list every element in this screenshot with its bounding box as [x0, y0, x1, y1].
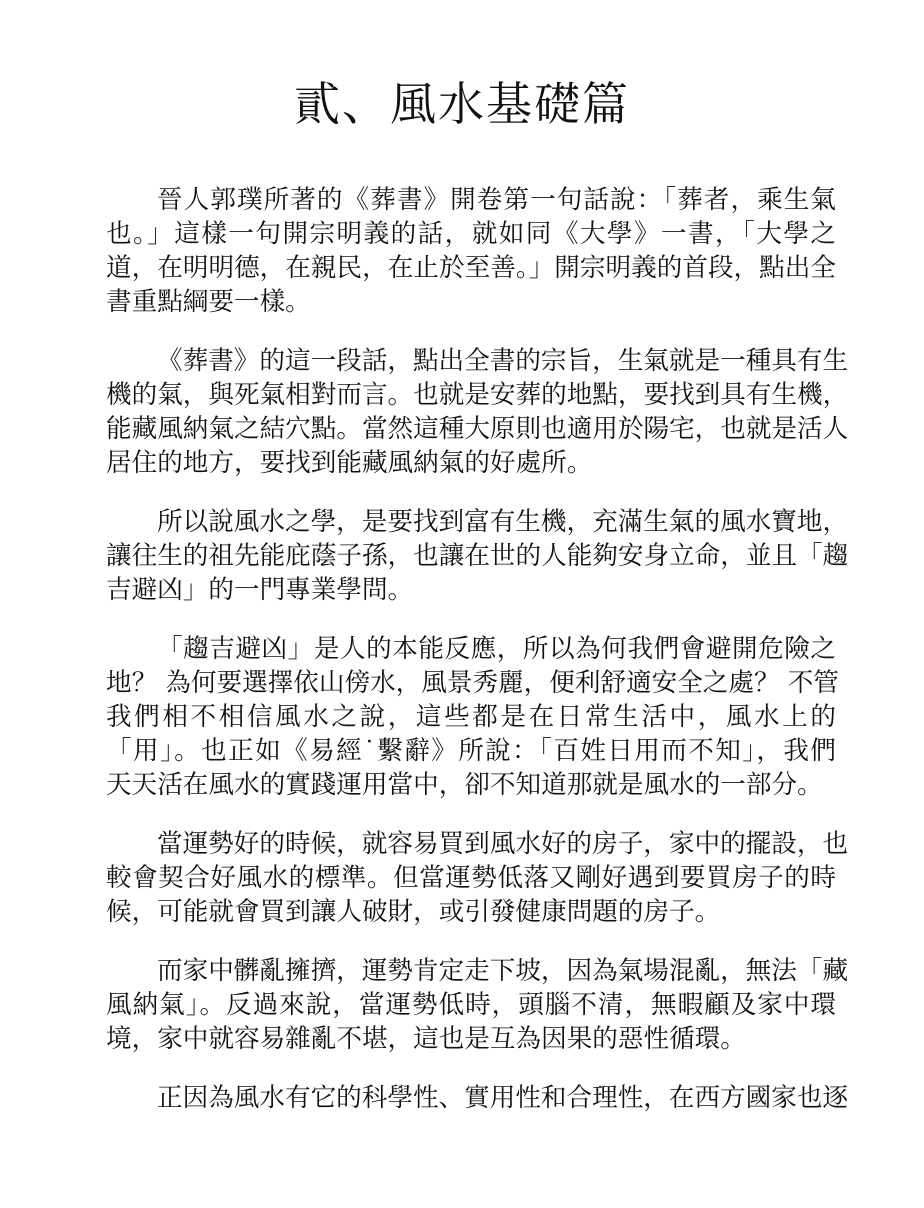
text-line: 較會契合好風水的標準。但當運勢低落又剛好遇到要買房子的時 [106, 863, 836, 893]
text-line: 居住的地方，要找到能藏風納氣的好處所。 [106, 448, 593, 478]
paragraph-2 [106, 344, 849, 480]
paragraph-1 [106, 183, 836, 319]
text-line: 候，可能就會買到讓人破財，或引發健康問題的房子。 [106, 897, 721, 927]
paragraph-5 [106, 827, 849, 929]
text-line: 正因為風水有它的科學性、實用性和合理性，在西方國家也逐 [157, 1083, 849, 1113]
paragraph-3 [106, 505, 849, 607]
paragraph-6 [106, 954, 849, 1056]
text-line: 《葬書》的這一段話，點出全書的宗旨，生氣就是一種具有生 [157, 346, 849, 376]
text-line: 「用」。也正如《易經˙繫辭》所說：「百姓日用而不知」，我們 [106, 736, 836, 766]
paragraph-7 [106, 1081, 849, 1115]
text-line: 也。」這樣一句開宗明義的話，就如同《大學》一書，「大學之 [106, 219, 836, 249]
text-line: 晉人郭璞所著的《葬書》開卷第一句話說：「葬者，乘生氣 [157, 185, 836, 215]
text-line: 我們相不相信風水之說，這些都是在日常生活中，風水上的 [106, 702, 836, 732]
text-line: 機的氣，與死氣相對而言。也就是安葬的地點，要找到具有生機， [106, 380, 849, 410]
text-line: 天天活在風水的實踐運用當中，卻不知道那就是風水的一部分。 [106, 770, 823, 800]
paragraph-4 [106, 632, 839, 802]
text-line: 吉避凶」的一門專業學問。 [106, 575, 414, 605]
text-line: 地？ 為何要選擇依山傍水，風景秀麗，便利舒適安全之處？ 不管 [106, 668, 839, 698]
text-line: 風納氣」。反過來說，當運勢低時，頭腦不清，無暇顧及家中環 [106, 990, 836, 1020]
text-line: 道，在明明德，在親民，在止於至善。」開宗明義的首段，點出全 [106, 253, 836, 283]
text-line: 書重點綱要一樣。 [106, 287, 311, 317]
body-text [106, 183, 849, 1140]
text-line: 而家中髒亂擁擠，運勢肯定走下坡，因為氣場混亂，無法「藏 [157, 956, 849, 986]
text-line: 當運勢好的時候，就容易買到風水好的房子，家中的擺設，也 [157, 829, 849, 859]
page-title: 貳、風水基礎篇 [294, 77, 630, 131]
text-line: 能藏風納氣之結穴點。當然這種大原則也適用於陽宅，也就是活人 [106, 414, 849, 444]
text-line: 讓往生的祖先能庇蔭子孫，也讓在世的人能夠安身立命，並且「趨 [106, 541, 849, 571]
text-line: 境，家中就容易雜亂不堪，這也是互為因果的惡性循環。 [106, 1024, 746, 1054]
text-line: 所以說風水之學，是要找到富有生機，充滿生氣的風水寶地， [157, 507, 849, 537]
text-line: 「趨吉避凶」是人的本能反應，所以為何我們會避開危險之 [157, 634, 836, 664]
